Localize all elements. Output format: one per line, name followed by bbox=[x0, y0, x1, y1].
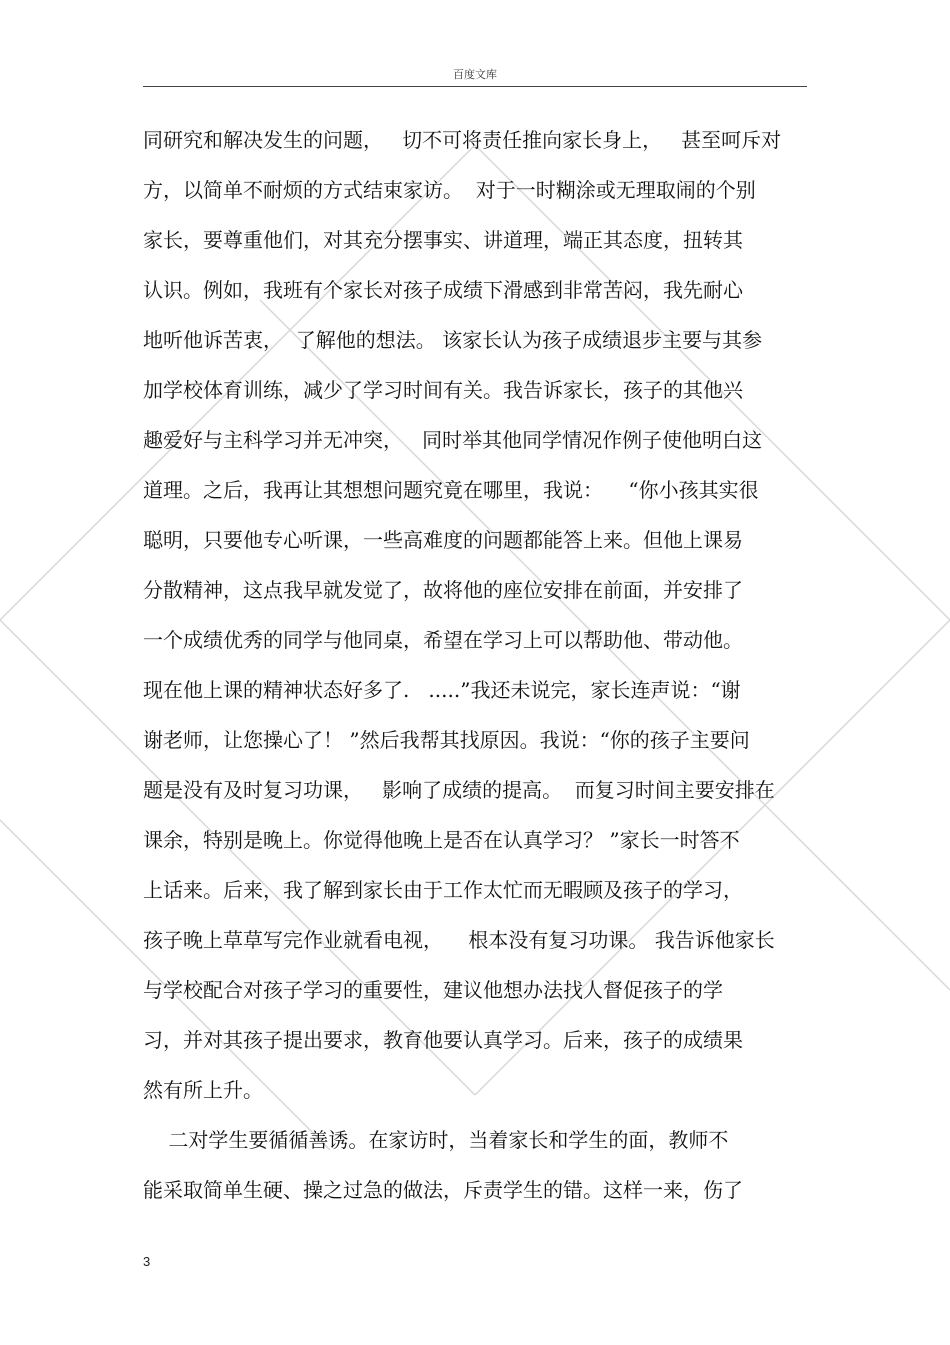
text-line: 家长，要尊重他们，对其充分摆事实、讲道理，端正其态度，扭转其 bbox=[143, 228, 743, 252]
header-divider bbox=[143, 86, 807, 87]
text-line: 谢老师，让您操心了！ ”然后我帮其找原因。我说：“你的孩子主要问 bbox=[143, 728, 750, 752]
text-line: 方，以简单不耐烦的方式结束家访。 对于一时糊涂或无理取闹的个别 bbox=[143, 178, 756, 202]
text-line: 习，并对其孩子提出要求，教育他要认真学习。后来，孩子的成绩果 bbox=[143, 1028, 743, 1052]
text-line: 认识。例如，我班有个家长对孩子成绩下滑感到非常苦闷，我先耐心 bbox=[143, 278, 743, 302]
text-line: 分散精神，这点我早就发觉了，故将他的座位安排在前面，并安排了 bbox=[143, 578, 743, 602]
text-line: 能采取简单生硬、操之过急的做法，斥责学生的错。这样一来，伤了 bbox=[143, 1178, 743, 1202]
text-line: 课余，特别是晚上。你觉得他晚上是否在认真学习？ ”家长一时答不 bbox=[143, 828, 740, 852]
text-line: 然有所上升。 bbox=[143, 1078, 263, 1102]
text-line: 道理。之后，我再让其想想问题究竟在哪里，我说： “你小孩其实很 bbox=[143, 478, 759, 502]
text-line: 二对学生要循循善诱。在家访时，当着家长和学生的面，教师不 bbox=[143, 1128, 729, 1152]
text-line: 聪明，只要他专心听课，一些高难度的问题都能答上来。但他上课易 bbox=[143, 528, 743, 552]
text-line: 上话来。后来，我了解到家长由于工作太忙而无暇顾及孩子的学习， bbox=[143, 878, 743, 902]
text-line: 地听他诉苦衷， 了解他的想法。 该家长认为孩子成绩退步主要与其参 bbox=[143, 328, 763, 352]
text-line: 加学校体育训练，减少了学习时间有关。我告诉家长，孩子的其他兴 bbox=[143, 378, 743, 402]
text-line: 题是没有及时复习功课， 影响了成绩的提高。 而复习时间主要安排在 bbox=[143, 778, 775, 802]
document-header: 百度文库 bbox=[453, 68, 497, 81]
text-line: 现在他上课的精神状态好多了. .....”我还未说完，家长连声说：“谢 bbox=[143, 678, 741, 702]
text-line: 同研究和解决发生的问题， 切不可将责任推向家长身上， 甚至呵斥对 bbox=[143, 128, 782, 152]
text-line: 一个成绩优秀的同学与他同桌，希望在学习上可以帮助他、带动他。 bbox=[143, 628, 743, 652]
page-number: 3 bbox=[143, 1254, 151, 1269]
text-line: 孩子晚上草草写完作业就看电视， 根本没有复习功课。 我告诉他家长 bbox=[143, 928, 775, 952]
document-body bbox=[143, 115, 807, 1215]
text-line: 与学校配合对孩子学习的重要性，建议他想办法找人督促孩子的学 bbox=[143, 978, 723, 1002]
text-line: 趣爱好与主科学习并无冲突， 同时举其他同学情况作例子使他明白这 bbox=[143, 428, 763, 452]
